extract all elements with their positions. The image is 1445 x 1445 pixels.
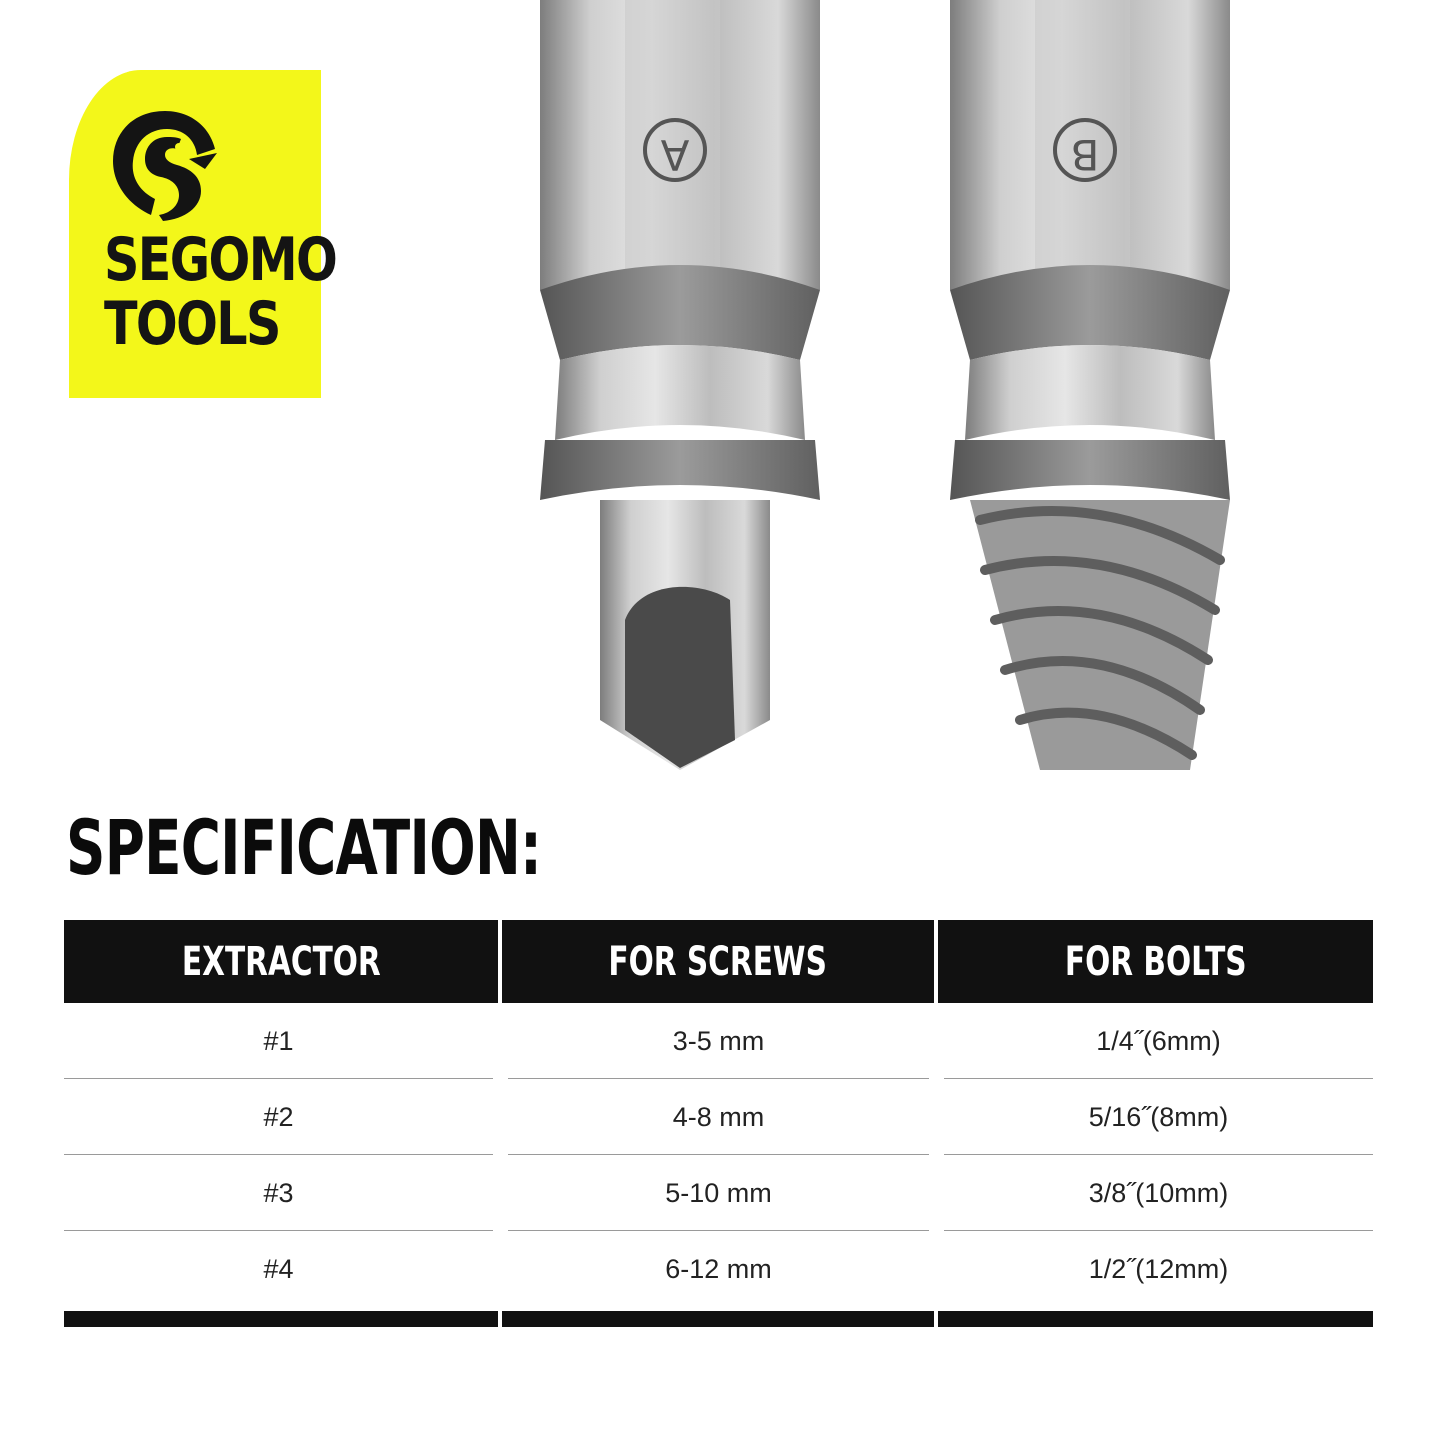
cell-extractor: #1 — [263, 1025, 294, 1056]
left-bit-mark: A — [660, 130, 690, 179]
cell-screws: 3-5 mm — [672, 1025, 765, 1056]
brand-name-line1: SEGOMO — [104, 225, 337, 295]
cell-screws: 6-12 mm — [665, 1253, 772, 1284]
table-footer-bar — [64, 1311, 1373, 1327]
spec-table — [64, 920, 1373, 1327]
brand-logo — [69, 70, 337, 398]
table-header — [64, 920, 1373, 1003]
eagle-head-icon — [105, 103, 225, 223]
cell-bolts: 3/8˝(10mm) — [1088, 1177, 1229, 1208]
cell-screws: 4-8 mm — [672, 1101, 765, 1132]
cell-bolts: 5/16˝(8mm) — [1088, 1101, 1229, 1132]
table-row — [64, 1079, 1373, 1155]
product-photo — [500, 0, 1260, 790]
brand-name-line2: TOOLS — [104, 289, 280, 359]
cell-extractor: #2 — [263, 1101, 294, 1132]
spec-heading: SPECIFICATION: — [66, 803, 542, 892]
table-row — [64, 1003, 1373, 1079]
header-cell-bolts: FOR BOLTS — [938, 920, 1373, 1003]
right-extractor-bit — [950, 0, 1230, 770]
left-extractor-bit — [540, 0, 820, 770]
cell-extractor: #4 — [263, 1253, 294, 1284]
cell-bolts: 1/4˝(6mm) — [1096, 1025, 1221, 1056]
table-row — [64, 1155, 1373, 1231]
header-cell-screws: FOR SCREWS — [502, 920, 934, 1003]
table-row — [64, 1231, 1373, 1307]
right-bit-mark: B — [1070, 130, 1100, 179]
cell-extractor: #3 — [263, 1177, 294, 1208]
cell-screws: 5-10 mm — [665, 1177, 772, 1208]
cell-bolts: 1/2˝(12mm) — [1088, 1253, 1229, 1284]
header-cell-extractor: EXTRACTOR — [64, 920, 498, 1003]
